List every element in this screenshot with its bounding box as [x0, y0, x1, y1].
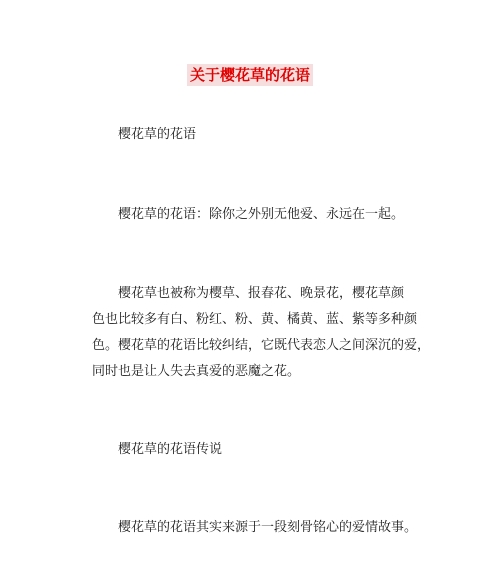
- description-line: 樱花草也被称为樱草、报春花、晚景花，樱花草颜: [118, 286, 405, 301]
- paragraph-description: [92, 281, 431, 385]
- title-container: [0, 64, 500, 86]
- description-line: 色。樱花草的花语比较纠结，它既代表恋人之间深沉的爱，: [92, 338, 431, 353]
- section-heading-flower-language: 樱花草的花语: [118, 127, 197, 142]
- section-heading-legend: 樱花草的花语传说: [118, 442, 223, 457]
- paragraph-legend: 樱花草的花语其实来源于一段刻骨铭心的爱情故事。: [118, 520, 418, 535]
- description-line: 同时也是让人失去真爱的恶魔之花。: [92, 364, 301, 379]
- paragraph-flower-meaning: 樱花草的花语：除你之外别无他爱、永远在一起。: [118, 207, 405, 222]
- description-line: 色也比较多有白、粉红、粉、黄、橘黄、蓝、紫等多种颜: [92, 312, 418, 327]
- document-title: 关于樱花草的花语: [187, 64, 313, 86]
